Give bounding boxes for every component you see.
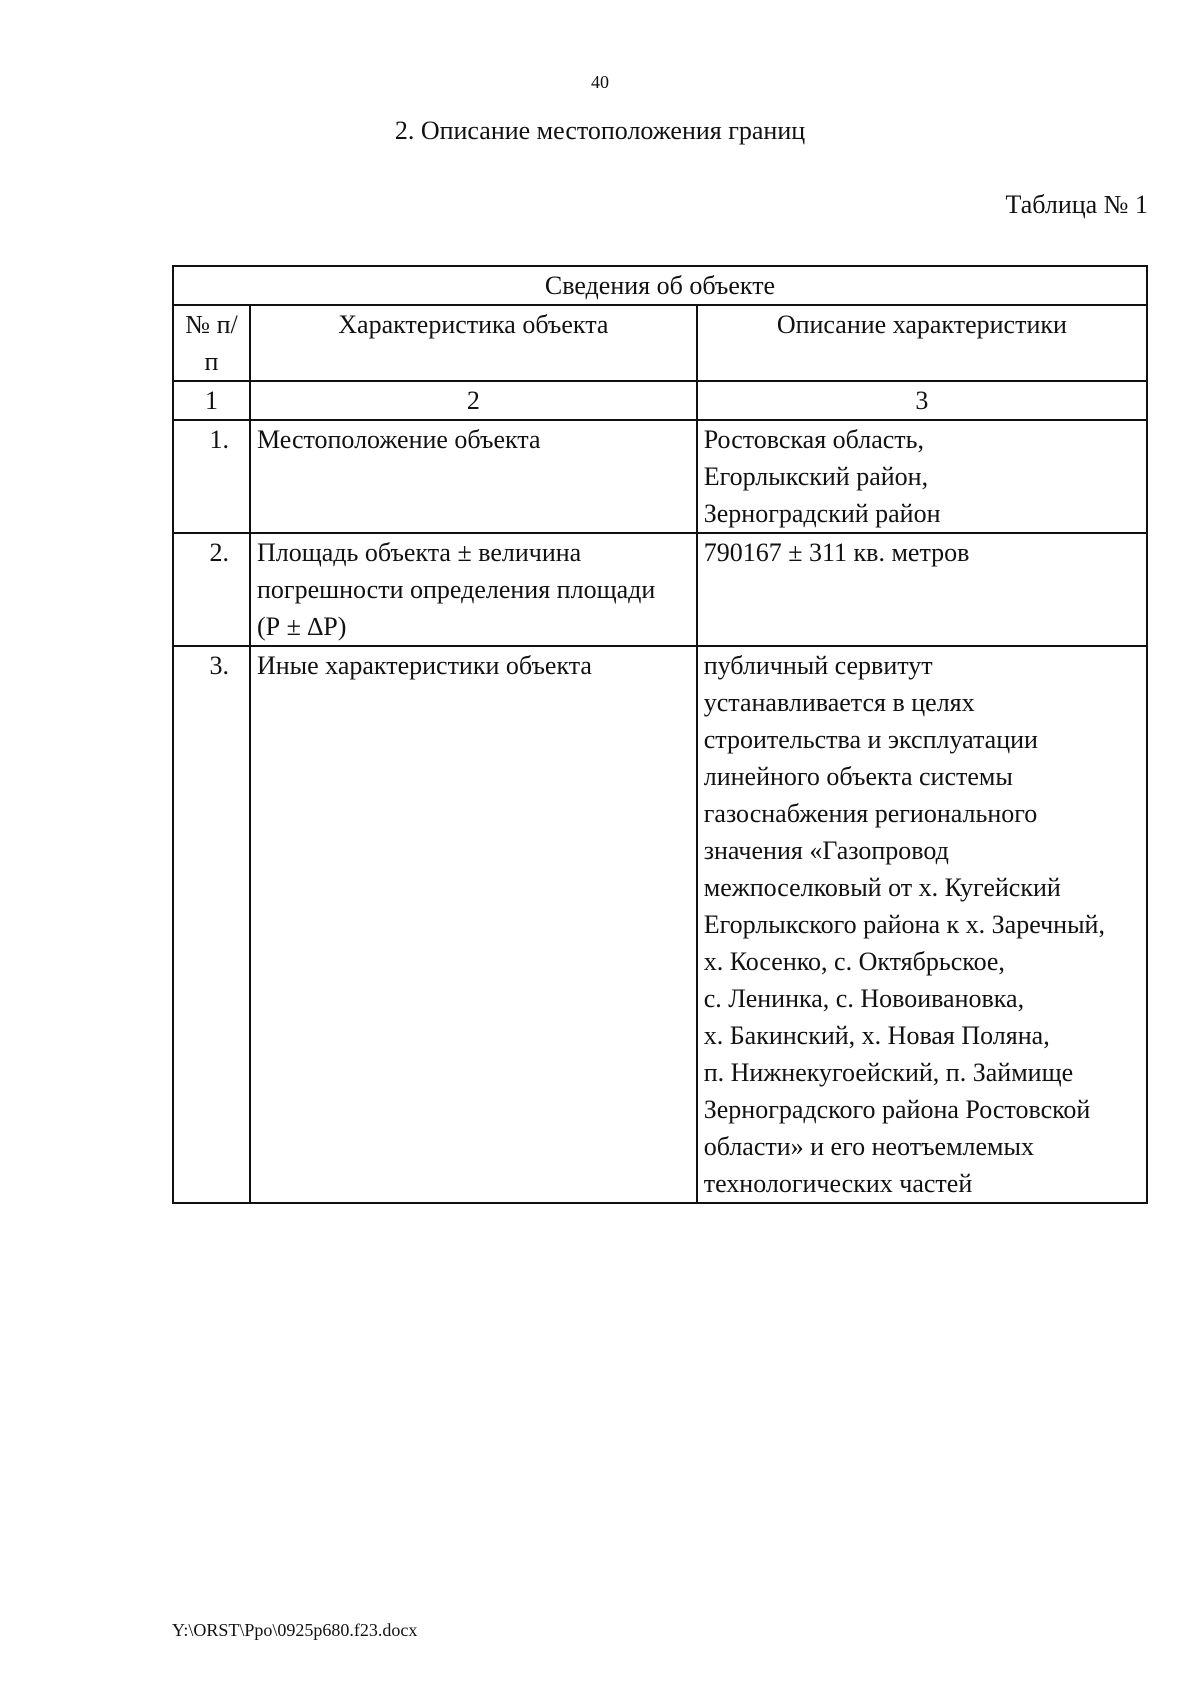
description-line: с. Ленинка, с. Новоивановка, (703, 984, 1025, 1013)
description-line: Зерноградский район (703, 499, 941, 528)
description-line: Зерноградского района Ростовской (703, 1095, 1091, 1124)
row-characteristic (250, 533, 697, 646)
index-cell: 3 (697, 381, 1147, 420)
description-line: Егорлыкский район, (703, 462, 929, 491)
characteristic-line: Площадь объекта ± величина (256, 538, 582, 567)
description-line: строительства и эксплуатации (703, 725, 1038, 754)
description-line: значения «Газопровод (703, 836, 949, 865)
description-line: области» и его неотъемлемых (703, 1132, 1034, 1161)
description-line: межпоселковый от х. Кугейский (703, 873, 1061, 902)
table-caption-row (173, 266, 1147, 305)
footer-file-path: Y:\ORST\Ppo\0925p680.f23.docx (172, 1620, 418, 1640)
characteristic-line: (Р ± ∆Р) (256, 612, 347, 641)
row-description: 790167 ± 311 кв. метров (697, 533, 1147, 646)
header-characteristic: Характеристика объекта (250, 305, 697, 381)
object-info-table (172, 265, 1148, 1204)
row-number: 2. (173, 533, 250, 646)
description-line: линейного объекта системы (703, 762, 1013, 791)
description-line: п. Нижнекугоейский, п. Займище (703, 1058, 1074, 1087)
index-cell: 1 (173, 381, 250, 420)
index-cell: 2 (250, 381, 697, 420)
description-line: газоснабжения регионального (703, 799, 1038, 828)
header-num: № п/п (173, 305, 250, 381)
row-description (697, 646, 1147, 1203)
table-index-row (173, 381, 1147, 420)
header-description: Описание характеристики (697, 305, 1147, 381)
description-line: Егорлыкского района к х. Заречный, (703, 910, 1105, 939)
description-line: технологических частей (703, 1169, 973, 1198)
description-line: устанавливается в целях (703, 688, 975, 717)
description-line: х. Бакинский, х. Новая Поляна, (703, 1021, 1050, 1050)
row-description (697, 420, 1147, 533)
table-row (173, 646, 1147, 1203)
description-line: публичный сервитут (703, 651, 933, 680)
table-row (173, 420, 1147, 533)
description-line: Ростовская область, (703, 425, 925, 454)
description-line: х. Косенко, с. Октябрьское, (703, 947, 1005, 976)
row-characteristic: Местоположение объекта (250, 420, 697, 533)
row-number: 1. (173, 420, 250, 533)
row-characteristic: Иные характеристики объекта (250, 646, 697, 1203)
page-number: 40 (591, 72, 609, 92)
characteristic-line: погрешности определения площади (256, 575, 656, 604)
table-row (173, 533, 1147, 646)
row-number: 3. (173, 646, 250, 1203)
table-header-row (173, 305, 1147, 381)
section-title: 2. Описание местоположения границ (394, 116, 806, 145)
table-title: Сведения об объекте (173, 266, 1147, 305)
table-caption: Таблица № 1 (1005, 190, 1148, 219)
